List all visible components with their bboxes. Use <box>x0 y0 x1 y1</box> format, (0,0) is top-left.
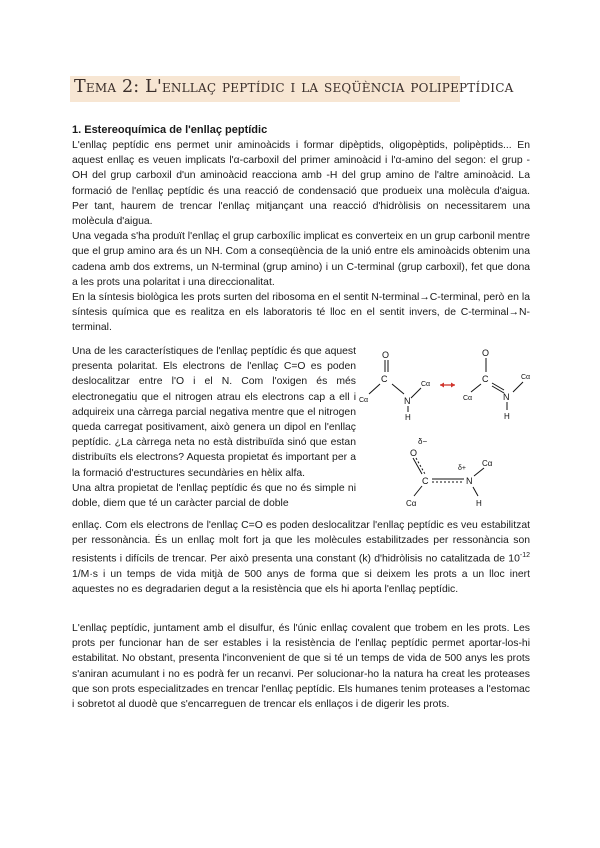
right-ca-left: Cα <box>463 395 473 402</box>
right-ca-right: Cα <box>521 374 531 381</box>
dipole-h-label: H <box>476 499 482 508</box>
dipole-n-label: N <box>466 476 473 486</box>
paragraph-5c-text: 1/M·s i un temps de vida mitjà de 500 anys de forma que si deixem les prots a un lloc inert aquestes no es degradarien degut a la resistència que els hi aporta l'enllaç peptídic. <box>72 569 530 596</box>
exponent: -12 <box>519 552 530 560</box>
resonance-arrow-head-right <box>451 383 455 388</box>
dipole-nh-bond <box>473 487 478 496</box>
intro-block <box>72 138 530 336</box>
resonance-figure <box>355 342 540 422</box>
polarity-block <box>72 344 356 511</box>
delta-minus-label: δ− <box>418 437 428 446</box>
paragraph-4: Una de les característiques de l'enllaç peptídic és que aquest presenta polaritat. Els electrons de l'enllaç C=O es poden deslocalitzar entre l'O i el N. Com l'oxigen és més electronegatiu que el nitrogen atrau els electrons cap a ell i adquireix una càrrega parcial negativa mentre que el nitrogen queda carregat positivament, això genera un dipol en l'enllaç peptídic. ¿La càrrega neta no està distribuïda sinó que estan distribuïts els electrons? Aquesta propietat és important per a la formació d'estructures secundàries en hèlix alfa. <box>72 346 356 479</box>
paragraph-3: En la síntesis biològica les prots surten del ribosoma en el sentit N-terminal→C-terminal, però en la síntesis química que es realitza en els laboratoris té lloc en el sentit invers, de C-terminal→N-terminal. <box>72 292 530 334</box>
left-n-ca-bond <box>411 388 421 398</box>
delta-plus-label: δ+ <box>458 465 466 472</box>
section-heading: 1. Estereoquímica de l'enllaç peptídic <box>72 124 268 136</box>
right-o-label: O <box>482 348 490 358</box>
left-ca-right: Cα <box>421 381 431 388</box>
stability-block <box>72 621 530 712</box>
left-c-ca-bond <box>369 384 380 394</box>
dipole-c-label: C <box>422 476 429 486</box>
paragraph-6: L'enllaç peptídic, juntament amb el disulfur, és l'únic enllaç covalent que trobem en les prots. Les prots per funcionar han de ser estables i la resistència de l'enllaç peptídic permet aportar-los-hi estabilitat. No obstant, presenta l'inconvenient de que si té un temps de vida de 500 anys les prots s'aniran acumulant i no es podrà fer un recanvi. Per solucionar-ho la natura ha creat les proteases que son prots especialitzades en trencar l'enllaç peptídic. Els humanes tenim proteases a l'estomac i sobretot al duodè que s'encarreguen de trencar els enllaços i de digerir les prots. <box>72 623 530 711</box>
paragraph-5b <box>72 518 530 597</box>
dipole-c-ca-bond <box>414 486 422 496</box>
dipole-ca-right: Cα <box>482 459 493 468</box>
left-c-label: C <box>381 374 388 384</box>
paragraph-5a: Una altra propietat de l'enllaç peptídic és que no és simple ni doble, diem que té un caràcter parcial de doble <box>72 482 356 510</box>
left-o-label: O <box>382 350 390 360</box>
dipole-figure <box>380 436 520 516</box>
dipole-o-label: O <box>410 448 418 458</box>
left-h-label: H <box>405 413 411 422</box>
paragraph-1: L'enllaç peptídic ens permet unir aminoàcids i formar dipèptids, oligopèptids, polipèptids... En aquest enllaç es veuen implicats l'α-carboxil del primer aminoàcid i l'α-amino del segon: el grup -OH del grup carboxil d'un aminoàcid reacciona amb -H del grup amino de l'altre aminoàcid. La formació de l'enllaç peptídic és una reacció de condensació que produeix una molècula d'aigua. Per tant, haurem de trencar l'enllaç mitjançant una reacció d'hidròlisis on necessitarem una molècula d'aigua. <box>72 140 530 228</box>
paragraph-2: Una vegada s'ha produït l'enllaç el grup carboxílic implicat es converteix en un grup carbonil mentre que el grup amino ara és un NH. Com a conseqüència de la unió entre els aminoàcids obtenim una cadena amb dos extrems, un N-terminal (grup amino) i un C-terminal (grup carboxil), fet que dona a les prots una polaritat i una direccionalitat. <box>72 231 530 288</box>
page-title: Tema 2: L'enllaç peptídic i la seqüència polipeptídica <box>74 77 514 97</box>
dipole-n-ca-bond <box>474 468 484 476</box>
paragraph-5b-text: enllaç. Com els electrons de l'enllaç C=O es poden deslocalitzar l'enllaç peptídic es veu estabilitzat per ressonància. És un enllaç molt fort ja que les molècules estabilitzades per ressonància son resistents i difícils de trencar. Per això presenta una constant (k) d'hidròlisis no catalitzada de 10 <box>72 520 530 565</box>
right-c-ca-bond <box>471 384 481 392</box>
right-c-label: C <box>482 374 489 384</box>
dipole-ca-left: Cα <box>406 499 417 508</box>
resonance-arrow-head-left <box>440 383 444 388</box>
left-ca-left: Cα <box>359 397 369 404</box>
right-n-label: N <box>503 392 510 402</box>
right-n-ca-bond <box>513 382 523 392</box>
resonance-block <box>72 518 530 597</box>
left-n-label: N <box>404 396 411 406</box>
left-cn-bond <box>392 384 404 394</box>
right-h-label: H <box>504 412 510 421</box>
